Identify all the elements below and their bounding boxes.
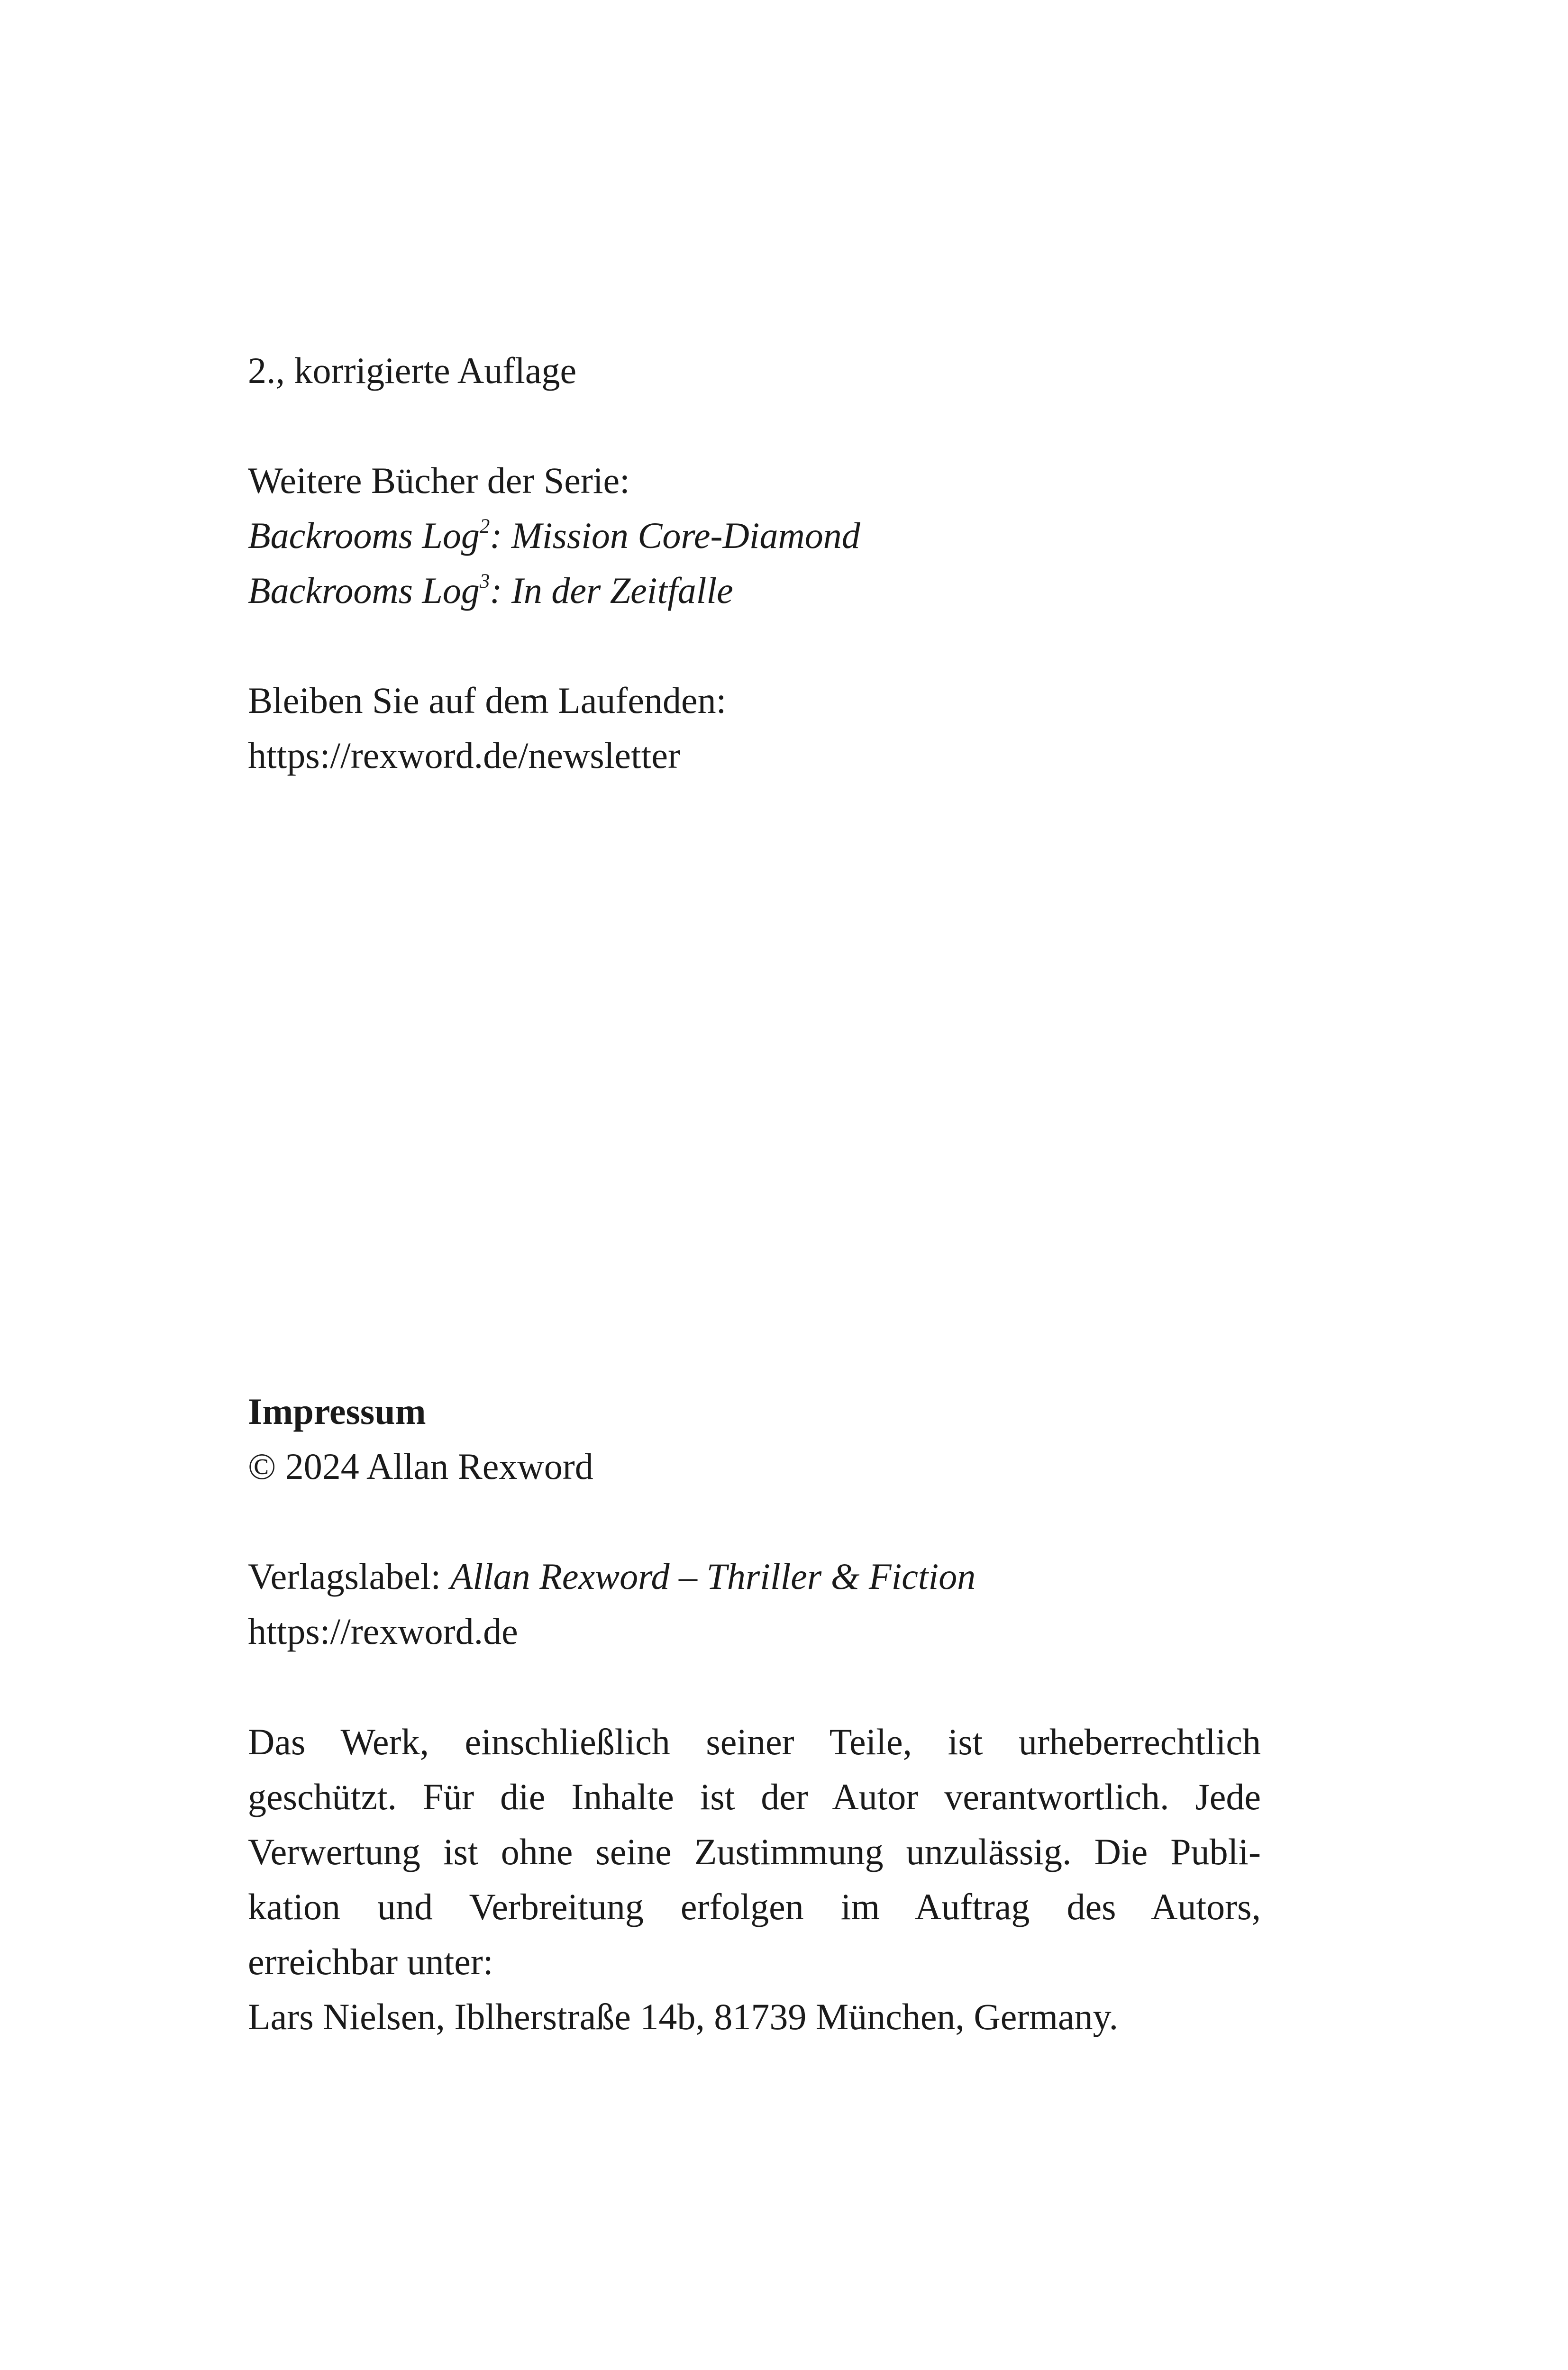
series-book-1-subtitle: : Mission Core-Diamond — [490, 515, 860, 556]
series-heading: Weitere Bücher der Serie: — [248, 460, 630, 501]
series-book-1 — [248, 508, 1261, 563]
series-book-2-subtitle: : In der Zeitfalle — [490, 570, 733, 611]
legal-line-4: kation und Verbreitung erfolgen im Auftrag des Autors, — [248, 1886, 1261, 1927]
author-address: Lars Nielsen, Iblherstraße 14b, 81739 München, Germany. — [248, 1996, 1119, 2037]
publisher-website-link[interactable]: https://rexword.de — [248, 1611, 518, 1652]
publisher-label-section — [248, 1549, 1261, 1659]
legal-line-3: Verwertung ist ohne seine Zustimmung unzulässig. Die Publi- — [248, 1831, 1261, 1872]
copyright-text: © 2024 Allan Rexword — [248, 1446, 593, 1487]
impressum-section — [248, 1384, 1261, 1494]
publisher-label-name: Allan Rexword – Thriller & Fiction — [450, 1556, 976, 1597]
series-book-2 — [248, 563, 1261, 618]
legal-notice-section — [248, 1714, 1261, 2044]
series-book-1-title: Backrooms Log — [248, 515, 480, 556]
series-book-2-volume: 3 — [479, 570, 490, 592]
newsletter-label: Bleiben Sie auf dem Laufenden: — [248, 680, 727, 721]
publisher-label-prefix: Verlagslabel: — [248, 1556, 450, 1597]
edition-section — [248, 343, 1261, 398]
legal-line-2: geschützt. Für die Inhalte ist der Autor verantwortlich. Jede — [248, 1776, 1261, 1817]
impressum-heading: Impressum — [248, 1391, 426, 1432]
newsletter-link[interactable]: https://rexword.de/newsletter — [248, 735, 680, 776]
series-book-1-volume: 2 — [479, 515, 490, 538]
legal-line-5: erreichbar unter: — [248, 1941, 493, 1982]
publisher-label — [248, 1549, 1261, 1604]
edition-text: 2., korrigierte Auflage — [248, 350, 577, 391]
legal-line-1: Das Werk, einschließlich seiner Teile, ist urheberrechtlich — [248, 1721, 1261, 1762]
series-section — [248, 453, 1261, 618]
newsletter-section — [248, 673, 1261, 783]
series-book-2-title: Backrooms Log — [248, 570, 480, 611]
